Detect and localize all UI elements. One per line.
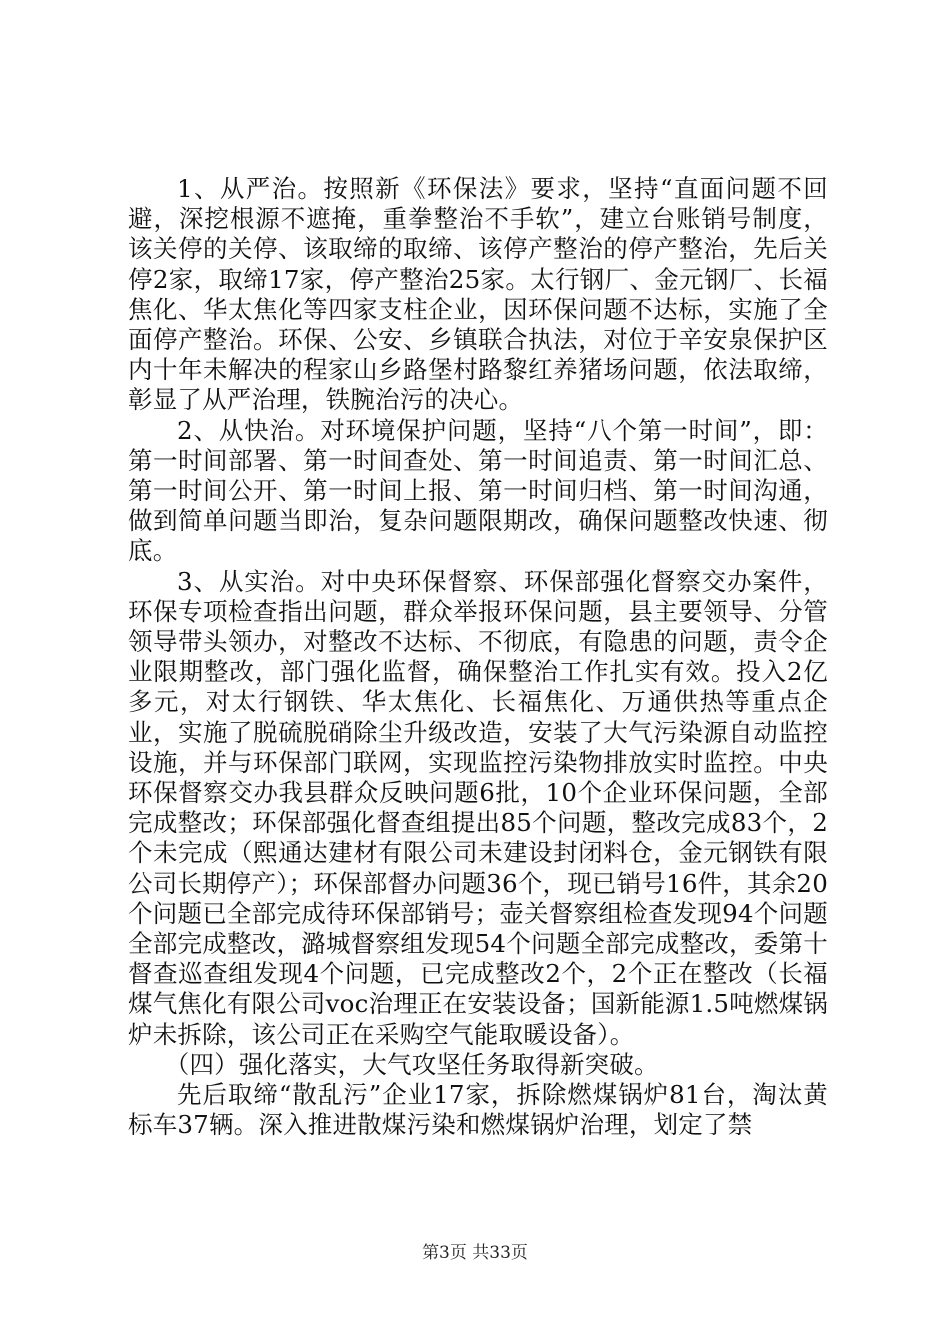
- page-footer: 第3页 共33页: [422, 1243, 528, 1263]
- document-body: [128, 174, 828, 1141]
- paragraph-practical-governance: 3、从实治。对中央环保督察、环保部强化督察交办案件，环保专项检查指出问题，群众举报环保问题，县主要领导、分管领导带头领办，对整改不达标、不彻底，有隐患的问题，责令企业限期整改，部门强化监督，确保整治工作扎实有效。投入2亿多元，对太行钢铁、华太焦化、长福焦化、万通供热等重点企业，实施了脱硫脱硝除尘升级改造，安装了大气污染源自动监控设施，并与环保部门联网，实现监控污染物排放实时监控。中央环保督察交办我县群众反映问题6批，10个企业环保问题，全部完成整改；环保部强化督查组提出85个问题，整改完成83个，2个未完成（熙通达建材有限公司未建设封闭料仓，金元钢铁有限公司长期停产）；环保部督办问题36个，现已销号16件，其余20个问题已全部完成待环保部销号；壶关督察组检查发现94个问题全部完成整改，潞城督察组发现54个问题全部完成整改，委第十督查巡查组发现4个问题，已完成整改2个，2个正在整改（长福煤气焦化有限公司voc治理正在安装设备；国新能源1.5吨燃煤锅炉未拆除，该公司正在采购空气能取暖设备）。: [128, 566, 828, 1049]
- paragraph-air-pollution-measures: 先后取缔“散乱污”企业17家，拆除燃煤锅炉81台，淘汰黄标车37辆。深入推进散煤污染和燃煤锅炉治理，划定了禁: [128, 1080, 828, 1140]
- paragraph-fast-governance: 2、从快治。对环境保护问题，坚持“八个第一时间”，即：第一时间部署、第一时间查处、第一时间追责、第一时间汇总、第一时间公开、第一时间上报、第一时间归档、第一时间沟通，做到简单问题当即治，复杂问题限期改，确保问题整改快速、彻底。: [128, 415, 828, 566]
- section-heading-air-pollution: （四）强化落实，大气攻坚任务取得新突破。: [164, 1049, 659, 1079]
- paragraph-strict-governance: 1、从严治。按照新《环保法》要求，坚持“直面问题不回避，深挖根源不遮掩，重拳整治不手软”，建立台账销号制度，该关停的关停、该取缔的取缔、该停产整治的停产整治，先后关停2家，取缔17家，停产整治25家。太行钢厂、金元钢厂、长福焦化、华太焦化等四家支柱企业，因环保问题不达标，实施了全面停产整治。环保、公安、乡镇联合执法，对位于辛安泉保护区内十年未解决的程家山乡路堡村路黎红养猪场问题，依法取缔，彰显了从严治理，铁腕治污的决心。: [128, 174, 828, 415]
